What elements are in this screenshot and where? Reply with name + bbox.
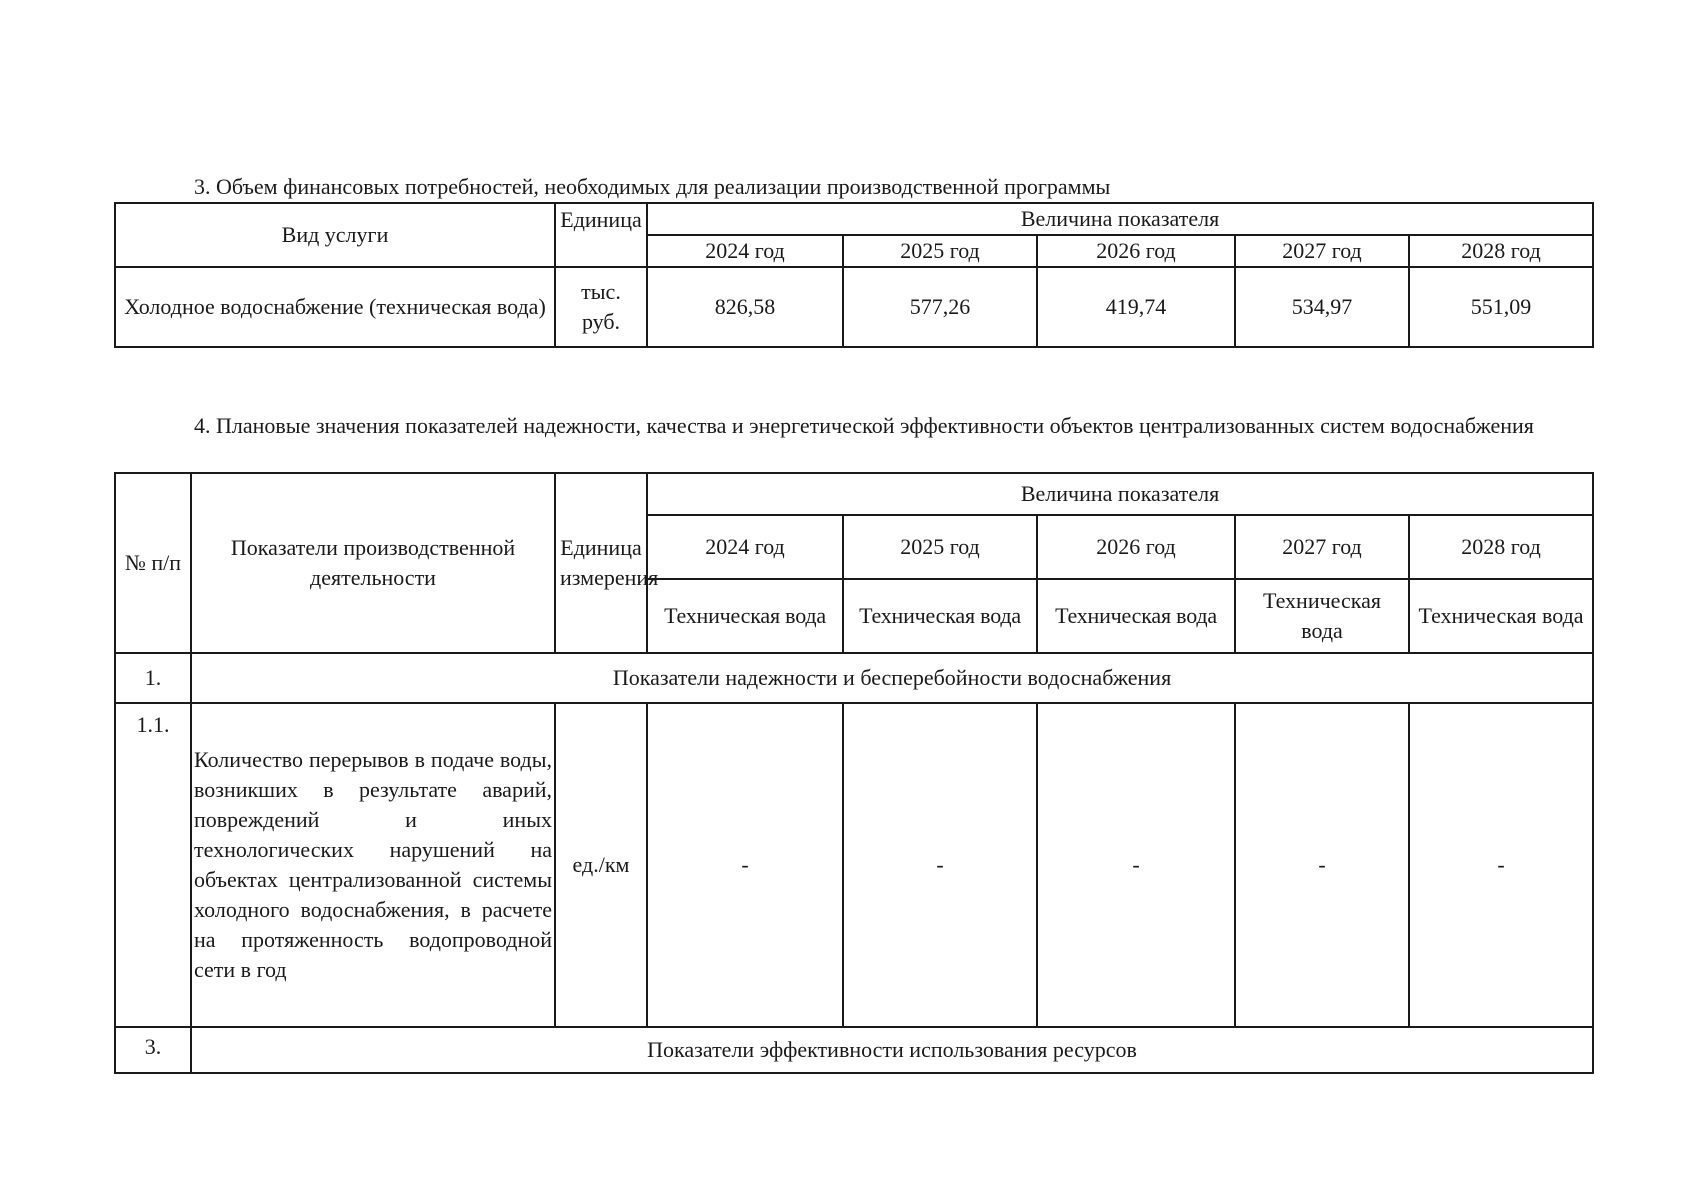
value-cell: - [843, 703, 1037, 1027]
indicators-table [114, 472, 1594, 1074]
year-header: 2027 год [1235, 515, 1409, 579]
year-header: 2024 год [647, 515, 843, 579]
value-cell: 419,74 [1037, 267, 1235, 347]
year-header: 2026 год [1037, 235, 1235, 267]
value-cell: - [1037, 703, 1235, 1027]
header-service: Вид услуги [115, 203, 555, 267]
header-value-group: Величина показателя [647, 473, 1593, 515]
row-number: 1.1. [115, 703, 191, 1027]
section-label: Показатели эффективности использования ресурсов [191, 1027, 1593, 1073]
water-type-header: Техническая вода [1409, 579, 1593, 653]
row-number: 3. [115, 1027, 191, 1073]
section-row [115, 1027, 1593, 1073]
table-row [115, 267, 1593, 347]
header-indicator: Показатели производственной деятельности [191, 473, 555, 653]
year-header: 2025 год [843, 235, 1037, 267]
water-type-header: Техническая вода [1235, 579, 1409, 653]
value-cell: 826,58 [647, 267, 843, 347]
section-label: Показатели надежности и бесперебойности водоснабжения [191, 653, 1593, 703]
financial-needs-table [114, 202, 1594, 348]
value-cell: 534,97 [1235, 267, 1409, 347]
section-row [115, 653, 1593, 703]
header-num: № п/п [115, 473, 191, 653]
year-header: 2025 год [843, 515, 1037, 579]
row-number: 1. [115, 653, 191, 703]
value-cell: - [647, 703, 843, 1027]
year-header: 2026 год [1037, 515, 1235, 579]
header-unit: Единица [555, 203, 647, 267]
table-row [115, 703, 1593, 1027]
year-header: 2024 год [647, 235, 843, 267]
year-header: 2028 год [1409, 515, 1593, 579]
year-header: 2027 год [1235, 235, 1409, 267]
year-header: 2028 год [1409, 235, 1593, 267]
unit-cell: ед./км [555, 703, 647, 1027]
value-cell: 551,09 [1409, 267, 1593, 347]
header-value-group: Величина показателя [647, 203, 1593, 235]
section4-title: 4. Плановые значения показателей надежности, качества и энергетической эффективности объектов централизованных систем водоснабжения [194, 413, 1534, 438]
water-type-header: Техническая вода [843, 579, 1037, 653]
value-cell: - [1409, 703, 1593, 1027]
value-cell: 577,26 [843, 267, 1037, 347]
value-cell: - [1235, 703, 1409, 1027]
unit-cell: тыс. руб. [555, 267, 647, 347]
service-name: Холодное водоснабжение (техническая вода) [115, 267, 555, 347]
water-type-header: Техническая вода [647, 579, 843, 653]
header-unit: Единица измерения [555, 473, 647, 653]
indicator-description: Количество перерывов в подаче воды, возникших в результате аварий, повреждений и иных технологических нарушений на объектах централизованной системы холодного водоснабжения, в расчете на протяженность водопроводной сети в год [191, 703, 555, 1027]
section3-title: 3. Объем финансовых потребностей, необходимых для реализации производственной программы [194, 174, 1111, 199]
water-type-header: Техническая вода [1037, 579, 1235, 653]
